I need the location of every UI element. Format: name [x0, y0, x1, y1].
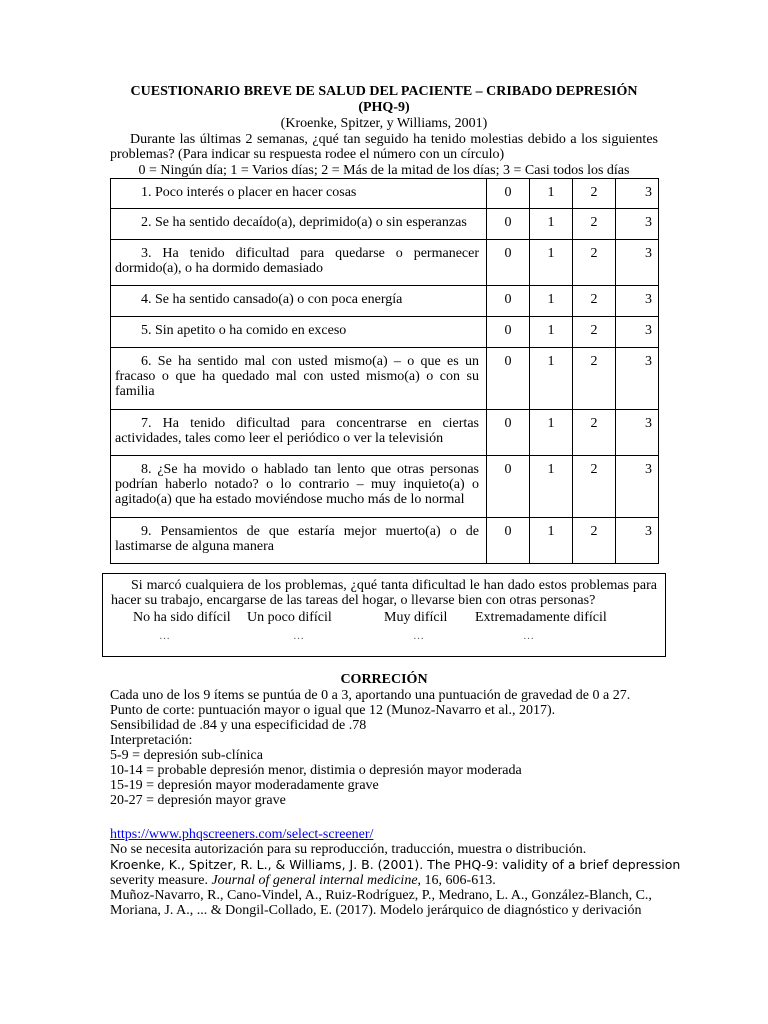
correction-line: 15-19 = depresión mayor moderadamente grave: [110, 778, 379, 793]
answer-option-3[interactable]: 3: [616, 179, 659, 209]
question-text-cell: [111, 410, 487, 456]
answer-option-3[interactable]: 3: [616, 518, 659, 564]
blank-no-dificil: …: [159, 630, 171, 642]
answer-option-3[interactable]: 3: [616, 286, 659, 317]
answer-option-0[interactable]: 0: [487, 518, 530, 564]
answer-option-2[interactable]: 2: [573, 348, 616, 410]
answer-option-3[interactable]: 3: [616, 348, 659, 410]
answer-option-2[interactable]: 2: [573, 456, 616, 518]
option-extremadamente-dificil[interactable]: Extremadamente difícil: [475, 610, 607, 625]
answer-option-0[interactable]: 0: [487, 209, 530, 240]
correction-line: 10-14 = probable depresión menor, distimia o depresión mayor moderada: [110, 763, 522, 778]
answer-option-1[interactable]: 1: [530, 179, 573, 209]
question-row: [111, 240, 659, 286]
question-row: [111, 410, 659, 456]
question-row: [111, 518, 659, 564]
instructions-text: Durante las últimas 2 semanas, ¿qué tan seguido ha tenido molestias debido a los siguientes problemas? (Para indicar su respuesta rodee el número con un círculo): [110, 132, 658, 162]
correction-line: Cada uno de los 9 ítems se puntúa de 0 a 3, aportando una puntuación de gravedad de 0 a 27.: [110, 688, 631, 703]
question-row: [111, 286, 659, 317]
references: [110, 827, 681, 918]
answer-option-2[interactable]: 2: [573, 286, 616, 317]
answer-option-1[interactable]: 1: [530, 286, 573, 317]
question-text-cell: [111, 518, 487, 564]
question-text: 5. Sin apetito o ha comido en exceso: [141, 323, 347, 338]
question-row: [111, 456, 659, 518]
correction-line: 20-27 = depresión mayor grave: [110, 793, 286, 808]
answer-option-2[interactable]: 2: [573, 240, 616, 286]
question-text-cell: [111, 179, 487, 209]
question-text-cell: [111, 209, 487, 240]
answer-option-3[interactable]: 3: [616, 209, 659, 240]
reference-kroenke-line1: Kroenke, K., Spitzer, R. L., & Williams, J. B. (2001). The PHQ-9: validity of a brief depression: [110, 857, 681, 872]
instructions: [110, 132, 658, 162]
question-text: 6. Se ha sentido mal con usted mismo(a) – o que es un fracaso o que ha quedado mal con usted mismo(a) o con su familia: [115, 354, 479, 399]
reference-kroenke-line2: severity measure.: [110, 873, 212, 888]
answer-option-0[interactable]: 0: [487, 240, 530, 286]
question-text: 9. Pensamientos de que estaría mejor muerto(a) o de lastimarse de alguna manera: [115, 524, 479, 554]
citation: (Kroenke, Spitzer, y Williams, 2001): [280, 116, 488, 131]
question-text-cell: [111, 317, 487, 348]
correction-line: Sensibilidad de .84 y una especificidad de .78: [110, 718, 367, 733]
correction-line: 5-9 = depresión sub-clínica: [110, 748, 263, 763]
correction-body: [110, 688, 658, 808]
question-text: 7. Ha tenido dificultad para concentrarse en ciertas actividades, tales como leer el periódico o ver la televisión: [115, 416, 479, 446]
question-row: [111, 317, 659, 348]
answer-option-2[interactable]: 2: [573, 410, 616, 456]
reference-munoz-cont: Moriana, J. A., ... & Dongil-Collado, E. (2017). Modelo jerárquico de diagnóstico y derivación: [110, 903, 642, 918]
answer-option-1[interactable]: 1: [530, 456, 573, 518]
question-text-cell: [111, 456, 487, 518]
answer-option-1[interactable]: 1: [530, 518, 573, 564]
question-text: 1. Poco interés o placer en hacer cosas: [141, 185, 357, 200]
option-poco-dificil[interactable]: Un poco difícil: [247, 610, 332, 625]
question-text: 2. Se ha sentido decaído(a), deprimido(a) o sin esperanzas: [141, 215, 467, 230]
answer-option-2[interactable]: 2: [573, 317, 616, 348]
answer-option-1[interactable]: 1: [530, 209, 573, 240]
reference-kroenke-cont: [110, 873, 658, 888]
reference-munoz: Muñoz-Navarro, R., Cano-Vindel, A., Ruiz-Rodríguez, P., Medrano, L. A., González-Blanch, C.,: [110, 888, 652, 903]
answer-option-2[interactable]: 2: [573, 179, 616, 209]
answer-option-0[interactable]: 0: [487, 348, 530, 410]
journal-title: Journal of general internal medicine: [211, 873, 418, 888]
answer-option-1[interactable]: 1: [530, 240, 573, 286]
answer-option-1[interactable]: 1: [530, 410, 573, 456]
answer-option-3[interactable]: 3: [616, 456, 659, 518]
blank-muy-dificil: …: [413, 630, 425, 642]
answer-option-0[interactable]: 0: [487, 286, 530, 317]
reference-kroenke-volume: , 16, 606-613.: [417, 873, 496, 888]
answer-option-1[interactable]: 1: [530, 317, 573, 348]
correction-line: Punto de corte: puntuación mayor o igual que 12 (Munoz-Navarro et al., 2017).: [110, 703, 556, 718]
answer-option-0[interactable]: 0: [487, 179, 530, 209]
difficulty-question: Si marcó cualquiera de los problemas, ¿qué tanta dificultad le han dado estos problemas para hacer su trabajo, encargarse de las tareas del hogar, o llevarse bien con otras personas?: [111, 578, 657, 608]
answer-option-1[interactable]: 1: [530, 348, 573, 410]
answer-option-0[interactable]: 0: [487, 456, 530, 518]
phqscreeners-link[interactable]: https://www.phqscreeners.com/select-screener/: [110, 827, 374, 842]
question-text: 8. ¿Se ha movido o hablado tan lento que otras personas podrían haberlo notado? o lo contrario – muy inquieto(a) o agitado(a) que ha estado moviéndose mucho más de lo normal: [115, 462, 479, 507]
option-no-dificil[interactable]: No ha sido difícil: [133, 610, 231, 625]
question-row: [111, 209, 659, 240]
difficulty-box: [102, 573, 666, 657]
questionnaire-table: [110, 178, 659, 564]
option-muy-dificil[interactable]: Muy difícil: [384, 610, 448, 625]
blank-poco-dificil: …: [293, 630, 305, 642]
answer-option-3[interactable]: 3: [616, 240, 659, 286]
answer-option-2[interactable]: 2: [573, 209, 616, 240]
question-text: 3. Ha tenido dificultad para quedarse o permanecer dormido(a), o ha dormido demasiado: [115, 246, 479, 276]
question-row: [111, 348, 659, 410]
answer-option-2[interactable]: 2: [573, 518, 616, 564]
answer-option-3[interactable]: 3: [616, 410, 659, 456]
scale-legend: 0 = Ningún día; 1 = Varios días; 2 = Más de la mitad de los días; 3 = Casi todos los días: [138, 163, 630, 178]
question-text-cell: [111, 240, 487, 286]
answer-option-0[interactable]: 0: [487, 410, 530, 456]
license-note: No se necesita autorización para su reproducción, traducción, muestra o distribución.: [110, 842, 587, 857]
question-text-cell: [111, 286, 487, 317]
answer-option-0[interactable]: 0: [487, 317, 530, 348]
question-row: [111, 179, 659, 209]
answer-option-3[interactable]: 3: [616, 317, 659, 348]
question-text: 4. Se ha sentido cansado(a) o con poca energía: [141, 292, 403, 307]
reference-kroenke: [110, 857, 681, 873]
blank-extremadamente-dificil: …: [523, 630, 535, 642]
correction-line: Interpretación:: [110, 733, 193, 748]
correction-heading: CORRECIÓN: [340, 672, 428, 687]
question-text-cell: [111, 348, 487, 410]
page-title: CUESTIONARIO BREVE DE SALUD DEL PACIENTE – CRIBADO DEPRESIÓN (PHQ-9): [130, 84, 638, 115]
